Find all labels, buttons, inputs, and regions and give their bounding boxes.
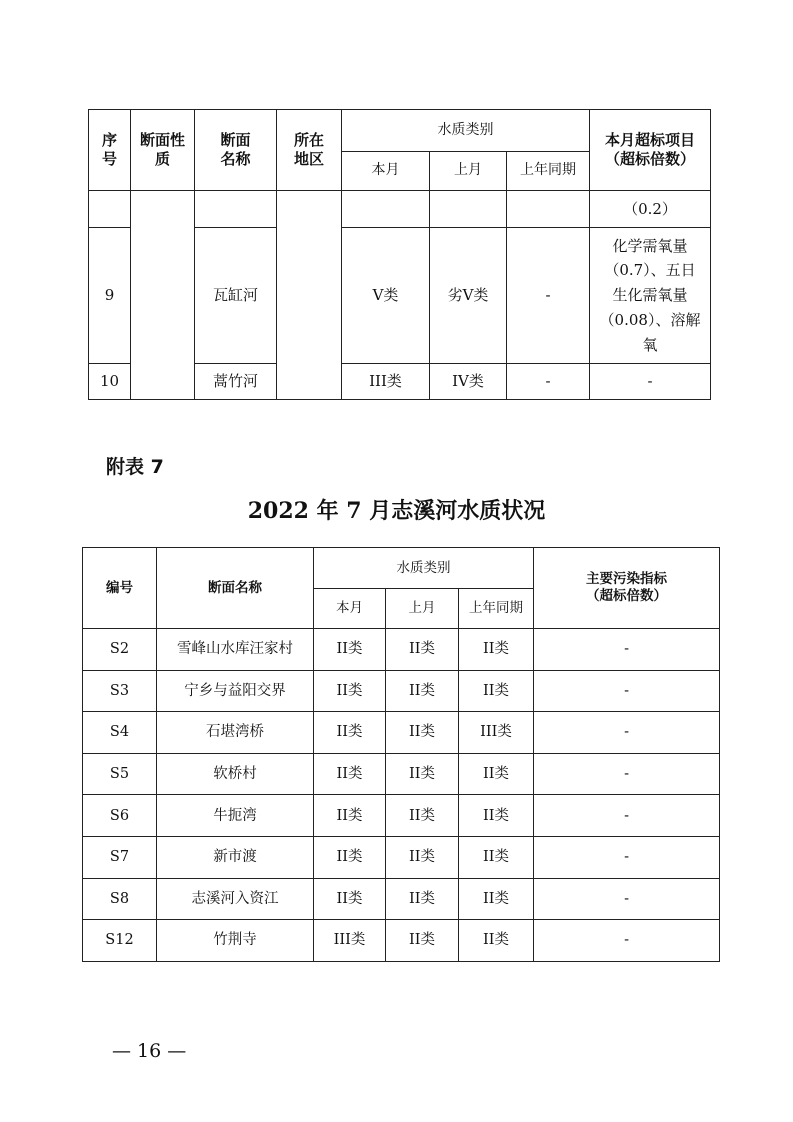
header-last-year: 上年同期 <box>507 152 590 191</box>
header-section-type: 断面性 质 <box>131 110 195 191</box>
water-quality-table <box>82 547 720 962</box>
table-row <box>83 836 720 878</box>
cell-last-year: II类 <box>459 836 534 878</box>
header-section-name: 断面 名称 <box>195 110 277 191</box>
cell-code: S2 <box>83 629 157 671</box>
cell-code: S7 <box>83 836 157 878</box>
cell-name: 牛扼湾 <box>157 795 314 837</box>
cell-exceed: - <box>590 364 711 400</box>
cell-this-month: II类 <box>314 629 386 671</box>
cell-this-month: II类 <box>314 836 386 878</box>
page-number: — 16 — <box>112 1040 187 1062</box>
header-section-name: 断面名称 <box>157 548 314 629</box>
cell-last-month: II类 <box>386 712 459 754</box>
header-pollutant: 主要污染指标 （超标倍数） <box>534 548 720 629</box>
cell-code: S4 <box>83 712 157 754</box>
cell-seq: 9 <box>89 228 131 364</box>
cell-pollutant: - <box>534 920 720 962</box>
cell-name: 瓦缸河 <box>195 228 277 364</box>
header-this-month: 本月 <box>342 152 430 191</box>
cell-last-year: - <box>507 364 590 400</box>
header-exceed: 本月超标项目 （超标倍数） <box>590 110 711 191</box>
cell-last-month: II类 <box>386 836 459 878</box>
cell-last-year: II类 <box>459 878 534 920</box>
cell-last-month: II类 <box>386 920 459 962</box>
cell-pollutant: - <box>534 878 720 920</box>
cell-code: S5 <box>83 753 157 795</box>
cell-pollutant: - <box>534 836 720 878</box>
table-row <box>83 753 720 795</box>
cell-last-month: II类 <box>386 670 459 712</box>
header-seq: 序 号 <box>89 110 131 191</box>
header-last-year: 上年同期 <box>459 589 534 629</box>
cell-name: 石堪湾桥 <box>157 712 314 754</box>
annex-label: 附表 7 <box>106 456 164 478</box>
table-row <box>83 712 720 754</box>
header-water-class: 水质类别 <box>314 548 534 589</box>
header-code: 编号 <box>83 548 157 629</box>
cell-last-month: II类 <box>386 629 459 671</box>
cell-this-month: II类 <box>314 795 386 837</box>
cell-last-year: II类 <box>459 920 534 962</box>
cell-last-year: II类 <box>459 795 534 837</box>
cell-last-month: II类 <box>386 878 459 920</box>
cell-code: S6 <box>83 795 157 837</box>
cell-section-type <box>131 191 195 400</box>
cell-name: 新市渡 <box>157 836 314 878</box>
cell-code: S12 <box>83 920 157 962</box>
cell-name: 志溪河入资江 <box>157 878 314 920</box>
cell-this-month: III类 <box>314 920 386 962</box>
cell-last-month: II类 <box>386 753 459 795</box>
table-row <box>83 629 720 671</box>
cell-name: 雪峰山水库汪家村 <box>157 629 314 671</box>
cell-name: 蒿竹河 <box>195 364 277 400</box>
cell-name: 软桥村 <box>157 753 314 795</box>
cell-this-month: V类 <box>342 228 430 364</box>
header-this-month: 本月 <box>314 589 386 629</box>
cell-code: S8 <box>83 878 157 920</box>
cell-last-year: II类 <box>459 629 534 671</box>
cell-this-month: II类 <box>314 753 386 795</box>
cell-last-month <box>430 191 507 228</box>
header-last-month: 上月 <box>386 589 459 629</box>
cell-pollutant: - <box>534 753 720 795</box>
cell-last-year <box>507 191 590 228</box>
cell-last-year: II类 <box>459 753 534 795</box>
cell-last-year: II类 <box>459 670 534 712</box>
cell-pollutant: - <box>534 670 720 712</box>
cell-last-year: - <box>507 228 590 364</box>
cell-last-month: 劣V类 <box>430 228 507 364</box>
header-water-class: 水质类别 <box>342 110 590 152</box>
cell-pollutant: - <box>534 795 720 837</box>
header-region: 所在 地区 <box>277 110 342 191</box>
cell-last-month: IV类 <box>430 364 507 400</box>
table-row <box>83 920 720 962</box>
cell-name: 竹荆寺 <box>157 920 314 962</box>
cell-this-month: II类 <box>314 878 386 920</box>
cell-name <box>195 191 277 228</box>
cell-seq: 10 <box>89 364 131 400</box>
continuation-table <box>88 109 711 400</box>
table-row <box>83 878 720 920</box>
cell-name: 宁乡与益阳交界 <box>157 670 314 712</box>
cell-this-month <box>342 191 430 228</box>
cell-last-year: III类 <box>459 712 534 754</box>
cell-this-month: II类 <box>314 670 386 712</box>
table-row <box>83 670 720 712</box>
page-title: 2022 年 7 月志溪河水质状况 <box>247 498 546 524</box>
cell-exceed: 化学需氧量 （0.7）、五日 生化需氧量 （0.08）、溶解 氧 <box>590 228 711 364</box>
cell-seq <box>89 191 131 228</box>
cell-pollutant: - <box>534 712 720 754</box>
cell-this-month: III类 <box>342 364 430 400</box>
table-row <box>83 795 720 837</box>
cell-pollutant: - <box>534 629 720 671</box>
header-last-month: 上月 <box>430 152 507 191</box>
cell-region <box>277 191 342 400</box>
cell-this-month: II类 <box>314 712 386 754</box>
table-row <box>89 191 711 228</box>
cell-last-month: II类 <box>386 795 459 837</box>
cell-exceed: （0.2） <box>590 191 711 228</box>
cell-code: S3 <box>83 670 157 712</box>
